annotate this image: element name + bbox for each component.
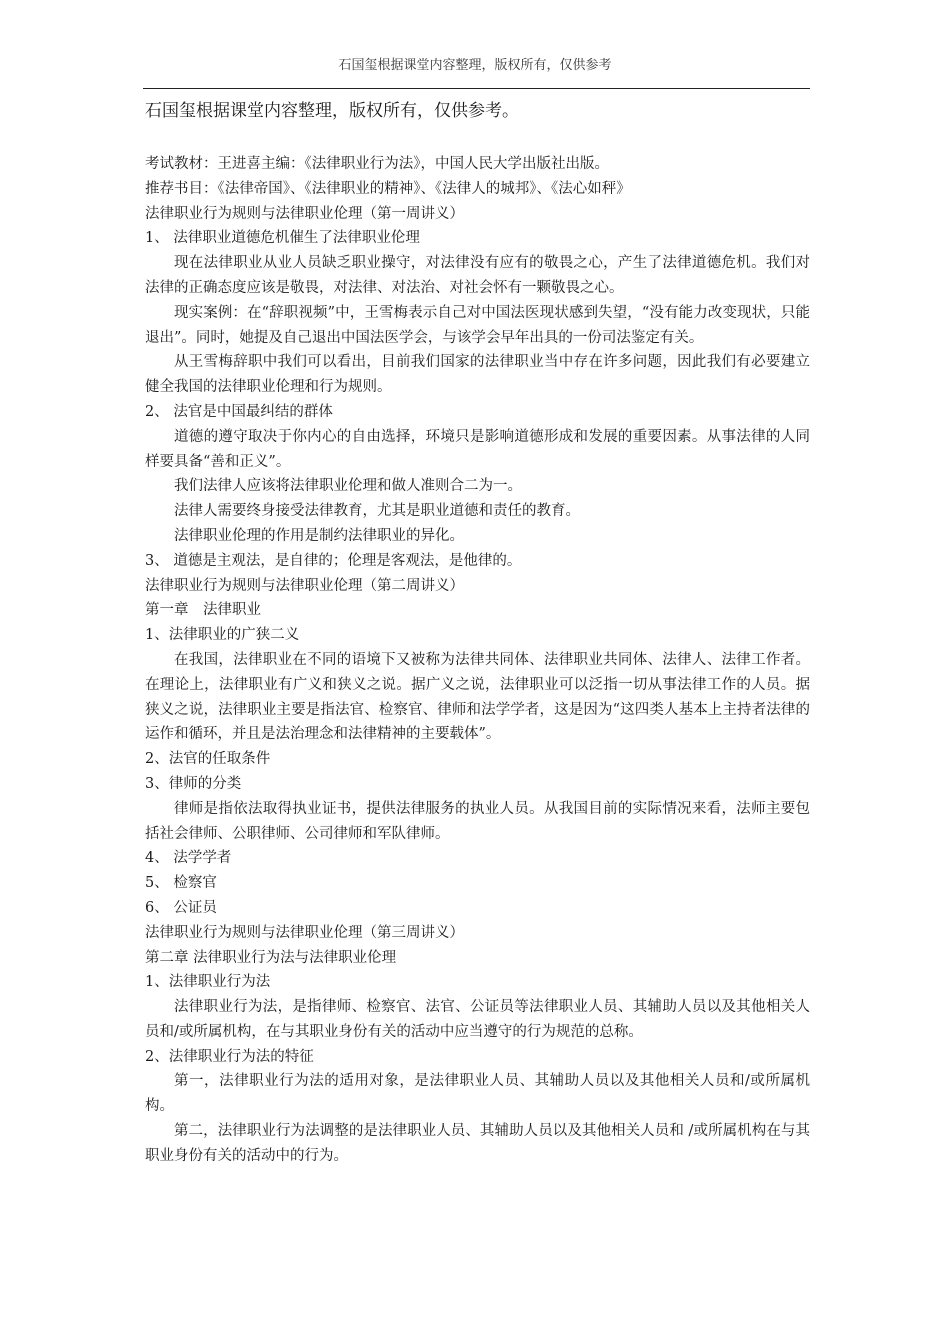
text-line: 3、 道德是主观法，是自律的；伦理是客观法，是他律的。 [145, 552, 522, 569]
text-line: 推荐书目：《法律帝国》、《法律职业的精神》、《法律人的城邦》、《法心如秤》 [145, 180, 631, 197]
text-line: 法律职业行为规则与法律职业伦理（第二周讲义） [145, 577, 464, 594]
text-line: 2、 法官是中国最纠结的群体 [145, 403, 333, 420]
text-line: 3、律师的分类 [145, 775, 242, 792]
body-paragraph: 法律人需要终身接受法律教育，尤其是职业道德和责任的教育。 [174, 503, 580, 520]
document-body [145, 98, 810, 1169]
text-line: 第二章 法律职业行为法与法律职业伦理 [145, 949, 397, 966]
text-line: 6、 公证员 [145, 899, 217, 916]
text-line: 4、 法学学者 [145, 850, 232, 867]
body-paragraph: 我们法律人应该将法律职业伦理和做人准则合二为一。 [174, 478, 522, 495]
body-paragraph: 从王雪梅辞职中我们可以看出，目前我们国家的法律职业当中存在许多问题，因此我们有必要建立健全我国的法律职业伦理和行为规则。 [145, 354, 810, 396]
text-line: 法律职业行为规则与法律职业伦理（第三周讲义） [145, 924, 464, 941]
body-paragraph: 现在法律职业从业人员缺乏职业操守，对法律没有应有的敬畏之心，产生了法律道德危机。我们对法律的正确态度应该是敬畏，对法律、对法治、对社会怀有一颗敬畏之心。 [145, 255, 810, 296]
text-line: 2、法律职业行为法的特征 [145, 1048, 314, 1065]
body-paragraph: 道德的遵守取决于你内心的自由选择，环境只是影响道德形成和发展的重要因素。从事法律的人同样要具备“善和正义”。 [145, 428, 810, 470]
text-line: 第一章 法律职业 [145, 602, 261, 619]
text-line: 1、法律职业行为法 [145, 974, 271, 991]
body-paragraph: 律师是指依法取得执业证书，提供法律服务的执业人员。从我国目前的实际情况来看，法师主要包括社会律师、公职律师、公司律师和军队律师。 [145, 800, 810, 842]
text-line: 5、 检察官 [145, 875, 217, 892]
body-paragraph: 法律职业行为法，是指律师、检察官、法官、公证员等法律职业人员、其辅助人员以及其他相关人员和/或所属机构，在与其职业身份有关的活动中应当遵守的行为规范的总称。 [145, 999, 810, 1040]
text-line: 1、 法律职业道德危机催生了法律职业伦理 [145, 230, 420, 247]
text-line: 1、法律职业的广狭二义 [145, 627, 300, 644]
header-divider [143, 88, 810, 89]
text-line: 2、法官的任取条件 [145, 751, 271, 768]
body-paragraph: 现实案例：在“辞职视频”中，王雪梅表示自己对中国法医现状感到失望，“没有能力改变现状，只能退出”。同时，她提及自己退出中国法医学会，与该学会早年出具的一份司法鉴定有关。 [145, 304, 810, 346]
intro-statement: 石国玺根据课堂内容整理，版权所有，仅供参考。 [145, 101, 519, 121]
body-paragraph: 在我国，法律职业在不同的语境下又被称为法律共同体、法律职业共同体、法律人、法律工作者。在理论上，法律职业有广义和狭义之说。据广义之说，法律职业可以泛指一切从事法律工作的人员。据狭义之说，法律职业主要是指法官、检察官、律师和法学学者，这是因为“这四类人基本上主持者法律的运作和循环，并且是法治理念和法律精神的主要载体”。 [145, 651, 810, 743]
body-paragraph: 第二，法律职业行为法调整的是法律职业人员、其辅助人员以及其他相关人员和 /或所属机构在与其职业身份有关的活动中的行为。 [145, 1123, 810, 1164]
body-paragraph: 第一，法律职业行为法的适用对象，是法律职业人员、其辅助人员以及其他相关人员和/或所属机构。 [145, 1073, 810, 1115]
body-paragraph: 法律职业伦理的作用是制约法律职业的异化。 [174, 527, 464, 544]
text-line: 法律职业行为规则与法律职业伦理（第一周讲义） [145, 205, 464, 222]
text-line: 考试教材：王进喜主编：《法律职业行为法》，中国人民大学出版社出版。 [145, 156, 609, 172]
page-header: 石国玺根据课堂内容整理，版权所有，仅供参考 [338, 58, 612, 73]
document-lines [145, 152, 810, 1169]
